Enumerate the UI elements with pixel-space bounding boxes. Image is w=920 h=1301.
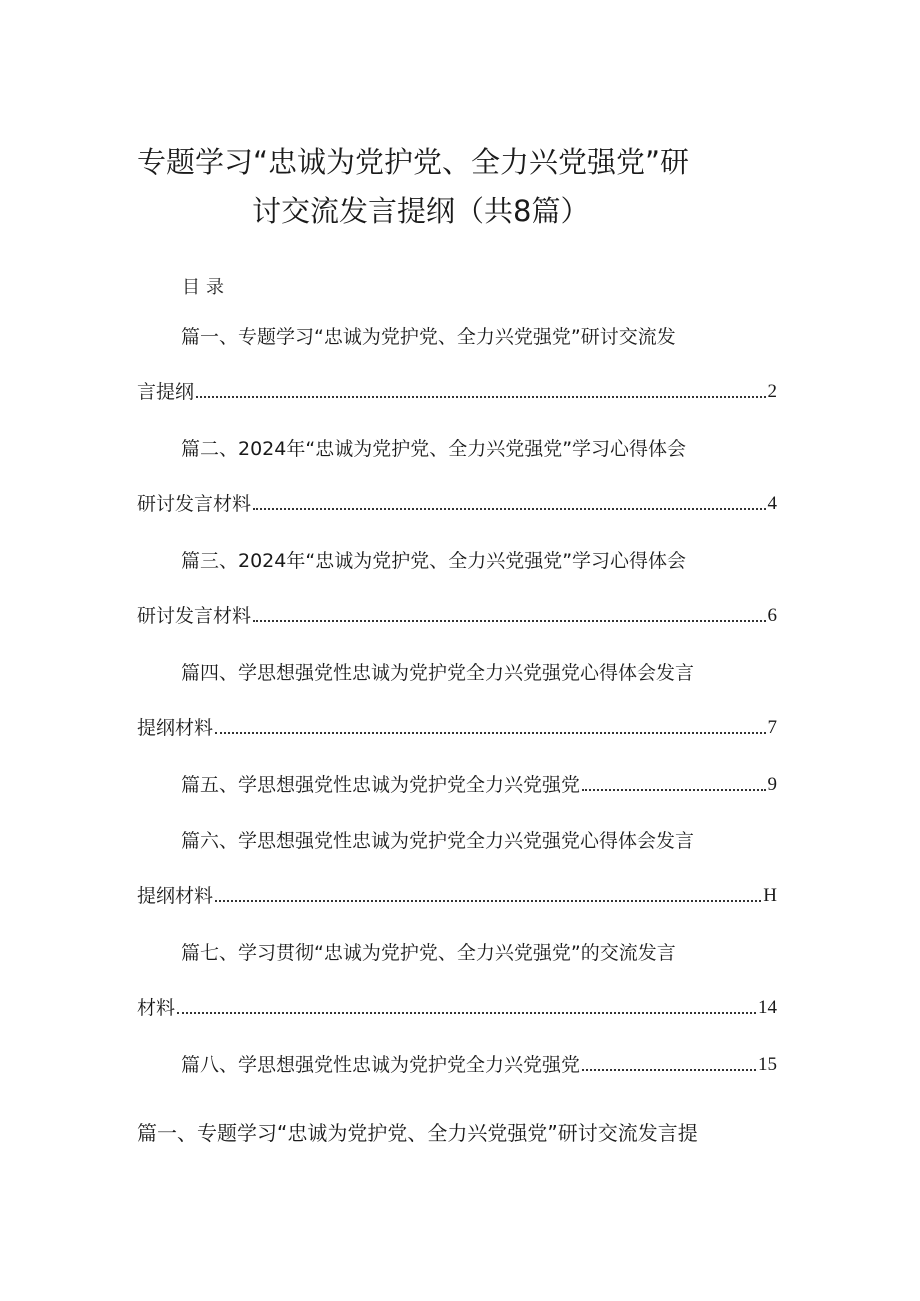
- toc-page-number: 14: [758, 997, 777, 1018]
- toc-entry-1-line-1: 篇一、专题学习“忠诚为党护党、全力兴党强党”研讨交流发: [181, 326, 676, 348]
- toc-entry-text: 研讨发言材料: [137, 605, 252, 627]
- toc-entry-7-line-1: 篇七、学习贯彻“忠诚为党护党、全力兴党强党”的交流发言: [181, 942, 676, 964]
- toc-entry-text: 篇八、学思想强党性忠诚为党护党全力兴党强党: [181, 1054, 581, 1076]
- toc-page-number: 4: [767, 493, 777, 514]
- toc-entry-7-line-2: [137, 997, 777, 1019]
- toc-leader-dots: [253, 620, 765, 622]
- toc-entry-5: [181, 774, 777, 796]
- toc-entry-8: [181, 1054, 777, 1076]
- toc-leader-dots: [253, 508, 765, 510]
- document-title-line-1: 专题学习“忠诚为党护党、全力兴党强党”研: [137, 145, 690, 179]
- toc-leader-dots: [196, 396, 765, 398]
- toc-leader-dots: [582, 789, 765, 791]
- toc-entry-2-line-1: 篇二、2024年“忠诚为党护党、全力兴党强党”学习心得体会: [181, 438, 687, 460]
- toc-leader-dots: [582, 1069, 756, 1071]
- toc-page-number: 7: [767, 717, 777, 738]
- toc-label: 目录: [182, 277, 230, 298]
- toc-page-number: 6: [767, 605, 777, 626]
- toc-entry-6-line-2: [137, 885, 777, 907]
- toc-page-number: 15: [758, 1054, 777, 1075]
- toc-entry-text: 提纲材料: [137, 885, 214, 907]
- toc-page-number: H: [763, 885, 777, 906]
- section-heading: 篇一、专题学习“忠诚为党护党、全力兴党强党”研讨交流发言提: [137, 1121, 698, 1145]
- toc-entry-2-line-2: [137, 493, 777, 515]
- toc-entry-1-line-2: [137, 381, 777, 403]
- toc-entry-4-line-2: [137, 717, 777, 739]
- toc-leader-dots: [215, 900, 761, 902]
- toc-leader-dots: [177, 1012, 756, 1014]
- toc-entry-6-line-1: 篇六、学思想强党性忠诚为党护党全力兴党强党心得体会发言: [181, 830, 695, 852]
- toc-page-number: 9: [767, 774, 777, 795]
- document-title-line-2: 讨交流发言提纲（共8篇）: [252, 194, 590, 228]
- toc-entry-text: 研讨发言材料: [137, 493, 252, 515]
- toc-entry-3-line-1: 篇三、2024年“忠诚为党护党、全力兴党强党”学习心得体会: [181, 550, 687, 572]
- toc-leader-dots: [215, 732, 765, 734]
- toc-page-number: 2: [767, 381, 777, 402]
- toc-entry-text: 篇五、学思想强党性忠诚为党护党全力兴党强党: [181, 774, 581, 796]
- toc-entry-text: 言提纲: [137, 381, 195, 403]
- toc-entry-4-line-1: 篇四、学思想强党性忠诚为党护党全力兴党强党心得体会发言: [181, 662, 695, 684]
- toc-entry-3-line-2: [137, 605, 777, 627]
- toc-entry-text: 提纲材料: [137, 717, 214, 739]
- toc-entry-text: 材料: [137, 997, 176, 1019]
